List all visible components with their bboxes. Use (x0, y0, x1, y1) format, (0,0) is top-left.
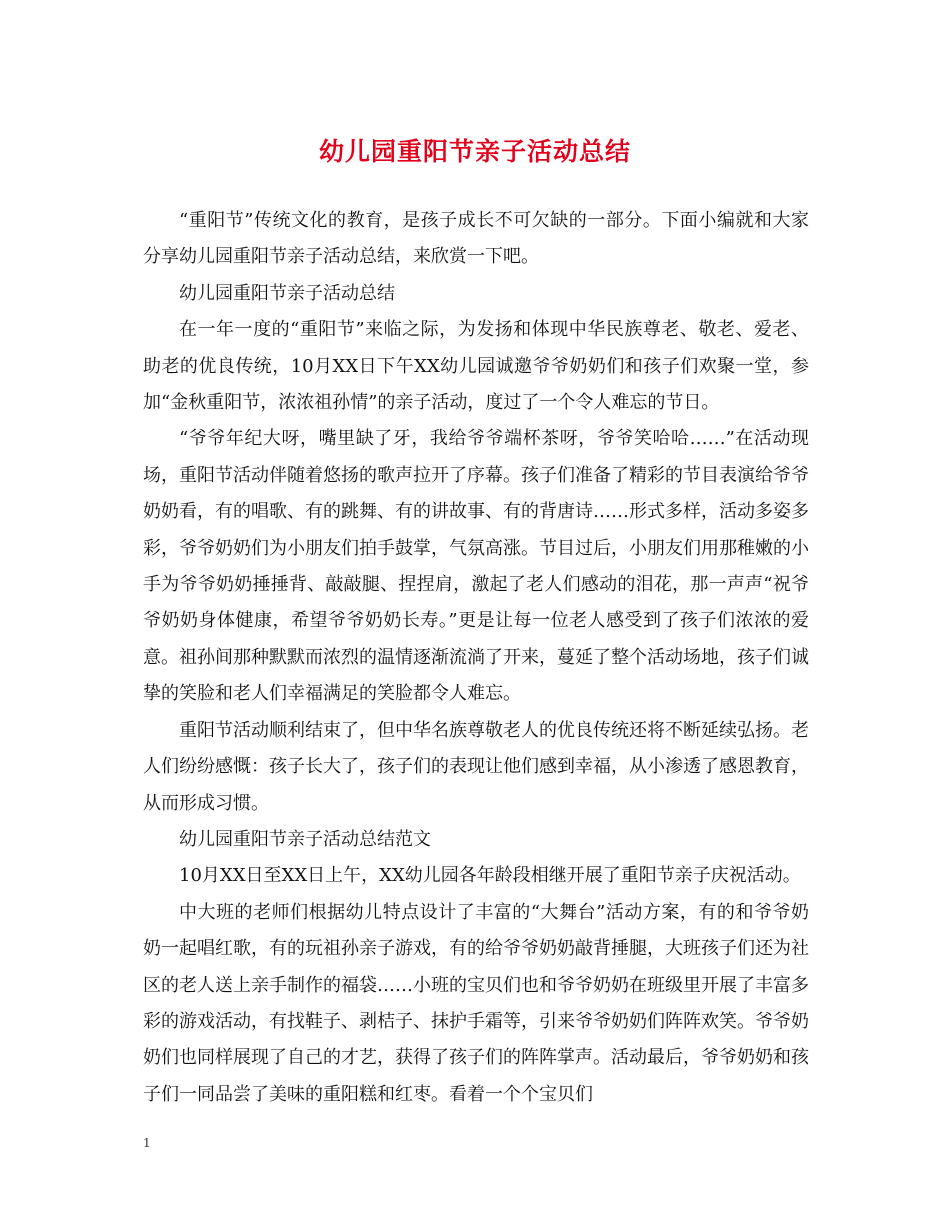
body-paragraph: 重阳节活动顺利结束了，但中华名族尊敬老人的优良传统还将不断延续弘扬。老人们纷纷感慨：孩子长大了，孩子们的表现让他们感到幸福，从小渗透了感恩教育，从而形成习惯。 (143, 719, 809, 814)
body-paragraph: 中大班的老师们根据幼儿特点设计了丰富的“大舞台”活动方案，有的和爷爷奶奶一起唱红歌，有的玩祖孙亲子游戏，有的给爷爷奶奶敲背捶腿，大班孩子们还为社区的老人送上亲手制作的福袋……小班的宝贝们也和爷爷奶奶在班级里开展了丰富多彩的游戏活动，有找鞋子、剥桔子、抹护手霜等，引来爷爷奶奶们阵阵欢笑。爷爷奶奶们也同样展现了自己的才艺，获得了孩子们的阵阵掌声。活动最后，爷爷奶奶和孩子们一同品尝了美味的重阳糕和红枣。看着一个个宝贝们 (143, 901, 809, 1105)
document-body (143, 203, 809, 1113)
body-paragraph: 10月XX日至XX日上午，XX幼儿园各年龄段相继开展了重阳节亲子庆祝活动。 (179, 865, 801, 887)
page-number: 1 (143, 1136, 151, 1150)
document-title: 幼儿园重阳节亲子活动总结 (318, 137, 631, 166)
section-heading: 幼儿园重阳节亲子活动总结范文 (179, 828, 431, 850)
intro-paragraph: “重阳节”传统文化的教育，是孩子成长不可欠缺的一部分。下面小编就和大家分享幼儿园重阳节亲子活动总结，来欣赏一下吧。 (143, 210, 809, 268)
body-paragraph: “爷爷年纪大呀，嘴里缺了牙，我给爷爷端杯茶呀，爷爷笑哈哈……”在活动现场，重阳节活动伴随着悠扬的歌声拉开了序幕。孩子们准备了精彩的节目表演给爷爷奶奶看，有的唱歌、有的跳舞、有的讲故事、有的背唐诗……形式多样，活动多姿多彩，爷爷奶奶们为小朋友们拍手鼓掌，气氛高涨。节目过后，小朋友们用那稚嫩的小手为爷爷奶奶捶捶背、敲敲腿、捏捏肩，激起了老人们感动的泪花，那一声声“祝爷爷奶奶身体健康，希望爷爷奶奶长寿。”更是让每一位老人感受到了孩子们浓浓的爱意。祖孙间那种默默而浓烈的温情逐渐流淌了开来，蔓延了整个活动场地，孩子们诚挚的笑脸和老人们幸福满足的笑脸都令人难忘。 (143, 428, 809, 705)
body-paragraph: 在一年一度的“重阳节”来临之际，为发扬和体现中华民族尊老、敬老、爱老、助老的优良传统，10月XX日下午XX幼儿园诚邀爷爷奶奶们和孩子们欢聚一堂，参加“金秋重阳节，浓浓祖孙情”的亲子活动，度过了一个令人难忘的节日。 (143, 319, 809, 414)
section-heading: 幼儿园重阳节亲子活动总结 (179, 282, 395, 304)
